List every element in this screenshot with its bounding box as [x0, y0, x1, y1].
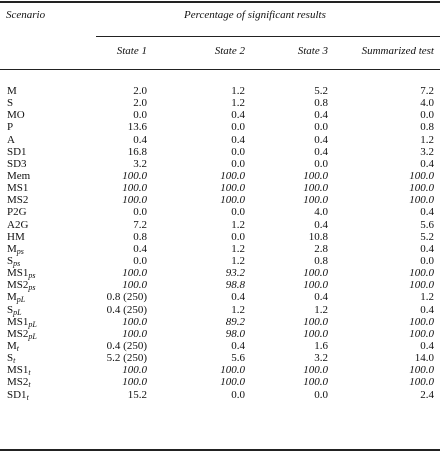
value-cell: 100.0	[303, 327, 328, 340]
value-cell: 0.0	[420, 254, 434, 267]
value-cell: 0.4	[314, 145, 328, 158]
table-body	[0, 85, 440, 401]
value-cell: 100.0	[122, 327, 147, 340]
scenario-label	[7, 134, 15, 146]
value-cell: 100.0	[409, 267, 434, 280]
value-cell: 1.2	[420, 291, 434, 304]
value-cell: 13.6	[127, 121, 147, 134]
value-cell: 0.4	[420, 157, 434, 170]
scenario-base: A2G	[7, 218, 29, 231]
value-cell: 0.0	[314, 121, 328, 134]
value-cell: 0.4	[231, 109, 245, 122]
table-row	[0, 109, 440, 121]
value-cell: 100.0	[303, 364, 328, 377]
value-cell: 100.0	[122, 169, 147, 182]
value-cell: 0.0	[420, 109, 434, 122]
value-cell: 100.0	[220, 364, 245, 377]
value-cell: 98.8	[225, 279, 245, 292]
value-cell: 100.0	[409, 279, 434, 292]
value-cell: 0.4	[314, 291, 328, 304]
scenario-label	[7, 194, 28, 206]
value-cell: 2.8	[314, 242, 328, 255]
scenario-base: HM	[7, 230, 25, 243]
table-row	[0, 219, 440, 231]
value-cell: 4.0	[314, 206, 328, 219]
value-cell: 5.6	[231, 352, 245, 365]
value-cell: 0.4	[314, 218, 328, 231]
value-cell: 0.4	[231, 339, 245, 352]
value-cell: 100.0	[122, 279, 147, 292]
scenario-base: M	[7, 85, 17, 97]
value-cell: 0.0	[133, 109, 147, 122]
scenario-subscript: pL	[13, 307, 22, 317]
value-cell: 0.4	[314, 133, 328, 146]
table-row	[0, 389, 440, 401]
value-cell: 0.8 (250)	[106, 291, 147, 304]
table-row	[0, 158, 440, 170]
value-cell: 0.4	[133, 242, 147, 255]
scenario-subscript: pL	[28, 331, 37, 341]
value-cell: 0.0	[314, 157, 328, 170]
value-cell: 100.0	[409, 376, 434, 389]
value-cell: 100.0	[409, 315, 434, 328]
scenario-base: MS2	[7, 376, 29, 389]
value-cell: 0.0	[231, 121, 245, 134]
table-row	[0, 85, 440, 97]
value-cell: 0.4	[420, 339, 434, 352]
table-top-rule	[0, 1, 440, 3]
value-cell: 1.2	[231, 242, 245, 255]
value-cell: 1.2	[314, 303, 328, 316]
table-row	[0, 170, 440, 182]
scenario-base: MS1	[7, 315, 29, 328]
scenario-label	[7, 206, 27, 218]
scenario-label	[7, 146, 27, 158]
value-cell: 0.0	[133, 206, 147, 219]
table-row	[0, 376, 440, 388]
value-cell: 3.2	[133, 157, 147, 170]
scenario-label	[7, 85, 17, 97]
scenario-subscript: pL	[28, 319, 37, 329]
scenario-subscript: ps	[16, 246, 24, 256]
scenario-base: MS2	[7, 327, 29, 340]
scenario-base: P2G	[7, 206, 27, 219]
value-cell: 98.0	[225, 327, 245, 340]
value-cell: 2.0	[133, 85, 147, 97]
value-cell: 0.0	[314, 388, 328, 401]
scenario-label	[7, 170, 30, 182]
scenario-base: S	[7, 254, 14, 267]
value-cell: 16.8	[127, 145, 147, 158]
table-row	[0, 231, 440, 243]
value-cell: 100.0	[303, 376, 328, 389]
table-row	[0, 146, 440, 158]
value-cell: 15.2	[127, 388, 147, 401]
value-cell: 0.4 (250)	[106, 339, 147, 352]
table-row	[0, 182, 440, 194]
scenario-base: MS2	[7, 279, 29, 292]
header-bottom-rule	[0, 69, 440, 70]
scenario-base: P	[7, 121, 14, 134]
value-cell: 100.0	[220, 182, 245, 195]
value-cell: 100.0	[303, 169, 328, 182]
value-cell: 1.2	[231, 97, 245, 110]
value-cell: 0.4	[420, 303, 434, 316]
scenario-base: MS1	[7, 267, 29, 280]
scenario-subscript: ps	[28, 271, 36, 281]
value-cell: 1.2	[231, 303, 245, 316]
value-cell: 1.2	[231, 85, 245, 97]
value-cell: 0.4	[231, 291, 245, 304]
value-cell: 100.0	[303, 194, 328, 207]
value-cell: 100.0	[122, 182, 147, 195]
column-header-state-1: State 1	[116, 45, 147, 57]
value-cell: 100.0	[220, 194, 245, 207]
scenario-base: M	[7, 339, 17, 352]
value-cell: 100.0	[122, 315, 147, 328]
scenario-subscript: t	[28, 368, 31, 378]
value-cell: 0.8	[420, 121, 434, 134]
scenario-label	[7, 219, 28, 231]
value-cell: 0.4	[231, 133, 245, 146]
value-cell: 0.0	[231, 206, 245, 219]
table-row	[0, 340, 440, 352]
percentage-group-header: Percentage of significant results	[184, 9, 326, 21]
scenario-base: Mem	[7, 169, 31, 182]
value-cell: 5.2	[314, 85, 328, 97]
value-cell: 14.0	[414, 352, 434, 365]
scenario-base: M	[7, 242, 17, 255]
value-cell: 100.0	[303, 315, 328, 328]
scenario-base: S	[7, 97, 14, 110]
scenario-base: MO	[7, 109, 25, 122]
table-row	[0, 364, 440, 376]
column-header-state-3: State 3	[297, 45, 328, 57]
scenario-label	[7, 158, 27, 170]
scenario-base: S	[7, 352, 14, 365]
value-cell: 1.2	[420, 133, 434, 146]
scenario-base: S	[7, 303, 14, 316]
value-cell: 0.0	[231, 157, 245, 170]
scenario-base: SD1	[7, 145, 27, 158]
table-row	[0, 279, 440, 291]
column-header-summarized-test: Summarized test	[361, 45, 434, 57]
table-row	[0, 97, 440, 109]
table-row	[0, 316, 440, 328]
value-cell: 100.0	[220, 376, 245, 389]
value-cell: 93.2	[225, 267, 245, 280]
table-row	[0, 267, 440, 279]
value-cell: 100.0	[409, 327, 434, 340]
value-cell: 100.0	[409, 169, 434, 182]
table-row	[0, 121, 440, 133]
value-cell: 3.2	[420, 145, 434, 158]
table-row	[0, 134, 440, 146]
value-cell: 100.0	[409, 194, 434, 207]
value-cell: 100.0	[122, 376, 147, 389]
scenario-base: SD1	[7, 388, 27, 401]
value-cell: 100.0	[303, 267, 328, 280]
value-cell: 0.4	[420, 242, 434, 255]
scenario-label	[7, 121, 13, 133]
value-cell: 0.4	[314, 109, 328, 122]
scenario-subscript: t	[28, 380, 31, 390]
scenario-base: MS1	[7, 182, 29, 195]
value-cell: 5.2	[420, 230, 434, 243]
scenario-subscript: ps	[28, 283, 36, 293]
value-cell: 10.8	[308, 230, 328, 243]
value-cell: 7.2	[420, 85, 434, 97]
value-cell: 100.0	[122, 267, 147, 280]
value-cell: 5.6	[420, 218, 434, 231]
value-cell: 100.0	[303, 279, 328, 292]
value-cell: 0.4	[133, 133, 147, 146]
scenario-subscript: pL	[16, 295, 26, 305]
scenario-subscript: t	[13, 356, 16, 366]
value-cell: 0.8	[133, 230, 147, 243]
value-cell: 0.8	[314, 254, 328, 267]
value-cell: 100.0	[122, 194, 147, 207]
scenario-header: Scenario	[6, 9, 46, 21]
group-header-rule	[96, 36, 440, 37]
value-cell: 1.2	[231, 254, 245, 267]
value-cell: 2.0	[133, 97, 147, 110]
table-row	[0, 255, 440, 267]
value-cell: 0.0	[231, 388, 245, 401]
scenario-base: MS1	[7, 364, 29, 377]
value-cell: 5.2 (250)	[106, 352, 147, 365]
value-cell: 100.0	[122, 364, 147, 377]
table-row	[0, 206, 440, 218]
value-cell: 4.0	[420, 97, 434, 110]
value-cell: 1.2	[231, 218, 245, 231]
scenario-subscript: ps	[13, 258, 21, 268]
scenario-label	[7, 231, 25, 243]
value-cell: 0.4	[420, 206, 434, 219]
value-cell: 3.2	[314, 352, 328, 365]
value-cell: 0.0	[133, 254, 147, 267]
column-header-state-2: State 2	[214, 45, 245, 57]
scenario-base: A	[7, 133, 15, 146]
scenario-label	[7, 182, 28, 194]
scenario-base: SD3	[7, 157, 27, 170]
table-row	[0, 243, 440, 255]
value-cell: 0.0	[231, 230, 245, 243]
value-cell: 100.0	[409, 182, 434, 195]
scenario-subscript: t	[16, 343, 20, 353]
value-cell: 2.4	[420, 388, 434, 401]
value-cell: 100.0	[303, 182, 328, 195]
scenario-base: M	[7, 291, 17, 304]
scenario-base: MS2	[7, 194, 29, 207]
table-row	[0, 291, 440, 303]
scenario-label	[7, 97, 13, 109]
scenario-label	[7, 109, 25, 121]
scenario-label	[7, 389, 29, 404]
table-row	[0, 352, 440, 364]
value-cell: 1.6	[314, 339, 328, 352]
value-cell: 0.0	[231, 145, 245, 158]
value-cell: 0.8	[314, 97, 328, 110]
table-row	[0, 304, 440, 316]
value-cell: 100.0	[409, 364, 434, 377]
value-cell: 89.2	[225, 315, 245, 328]
value-cell: 100.0	[220, 169, 245, 182]
table-row	[0, 328, 440, 340]
table-bottom-rule	[0, 449, 440, 451]
value-cell: 0.4 (250)	[106, 303, 147, 316]
scenario-subscript: t	[26, 392, 29, 402]
table-row	[0, 194, 440, 206]
value-cell: 7.2	[133, 218, 147, 231]
